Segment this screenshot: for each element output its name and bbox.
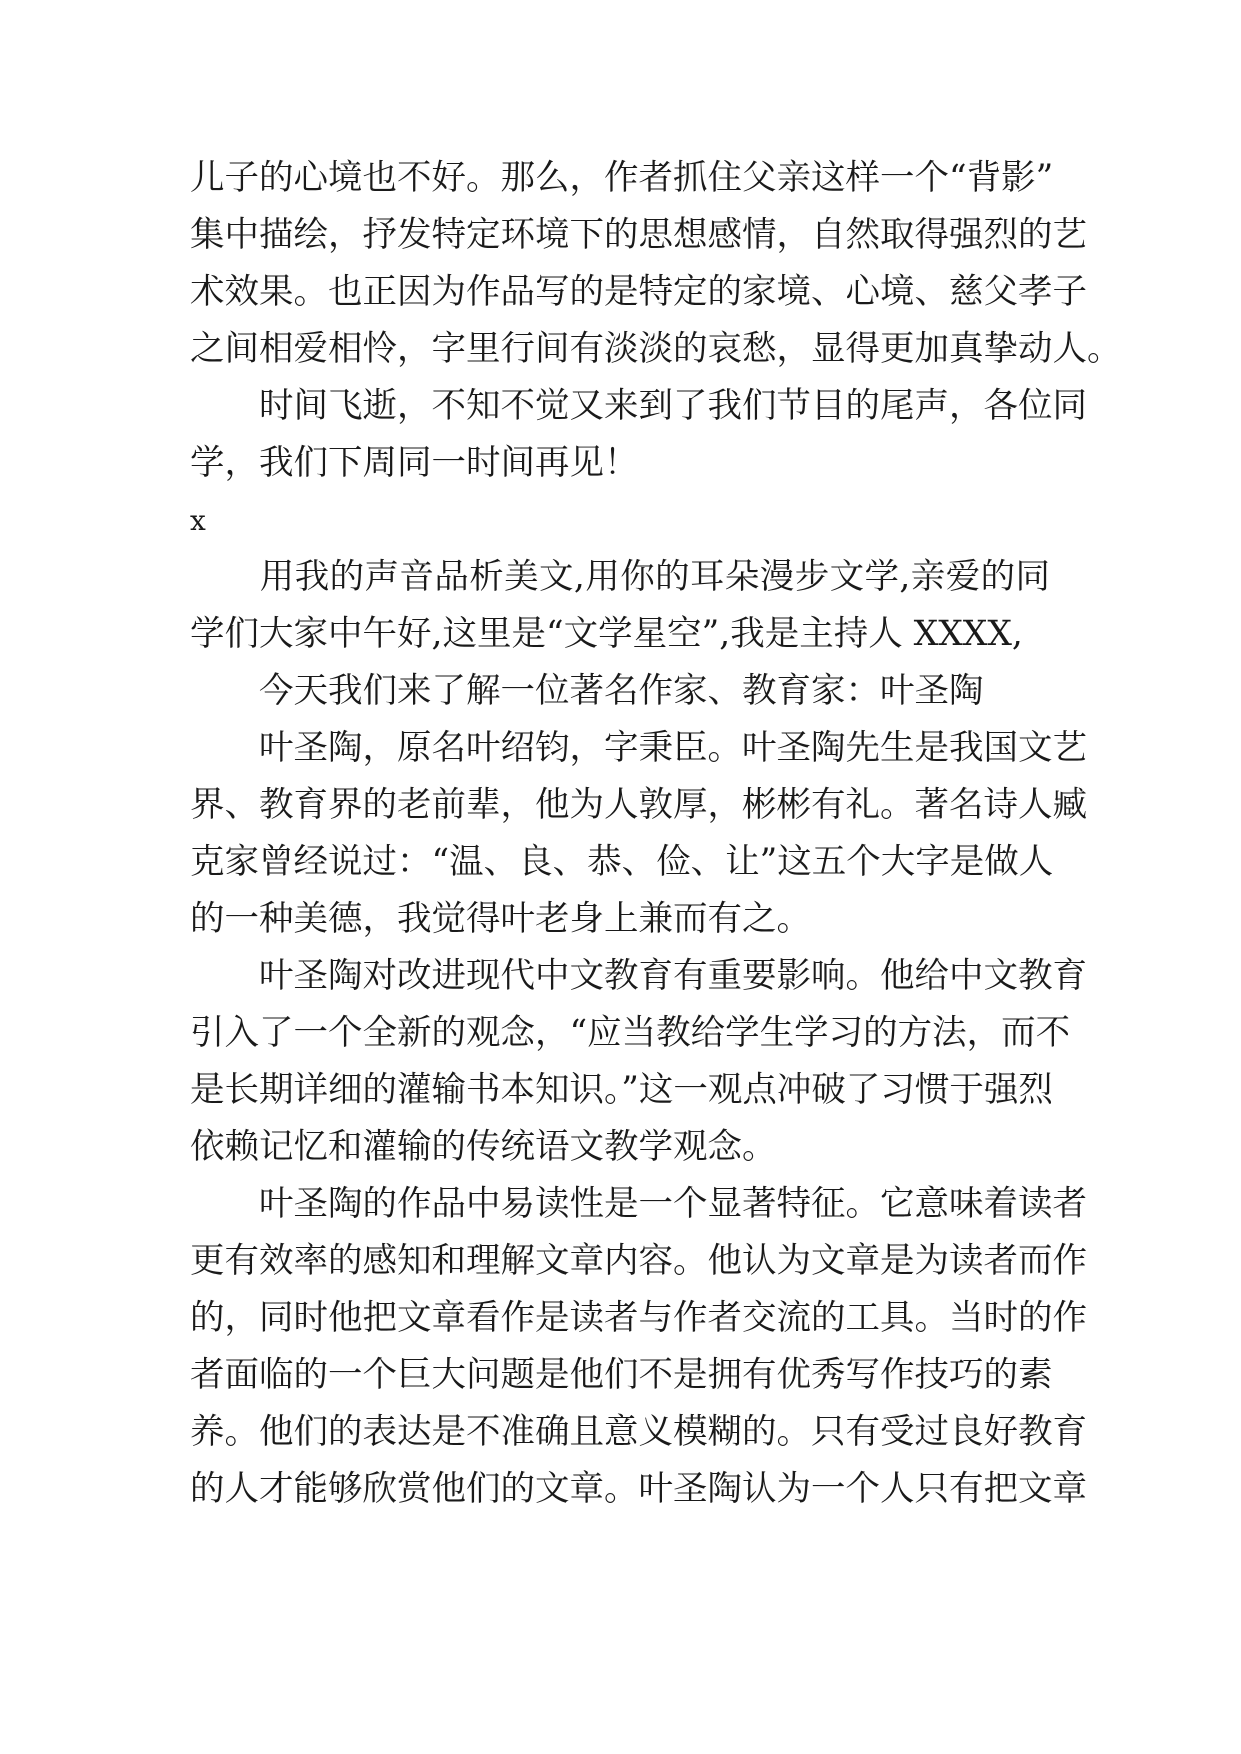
text-line: 学，我们下周同一时间再见！	[190, 443, 639, 483]
text-line: 叶圣陶对改进现代中文教育有重要影响。他给中文教育	[190, 956, 1087, 996]
text-line: 克家曾经说过：“温、良、恭、俭、让”这五个大字是做人	[190, 842, 1054, 882]
text-line: 之间相爱相怜，字里行间有淡淡的哀愁，显得更加真挚动人。	[190, 329, 1122, 369]
text-line: 今天我们来了解一位著名作家、教育家：叶圣陶	[190, 671, 984, 711]
text-line: 的，同时他把文章看作是读者与作者交流的工具。当时的作	[190, 1298, 1087, 1338]
text-line: 的一种美德，我觉得叶老身上兼而有之。	[190, 899, 811, 939]
document-page	[190, 150, 1122, 1518]
text-line: 学们大家中午好,这里是“文学星空”,我是主持人 XXXX,	[190, 614, 1023, 654]
text-line: 的人才能够欣赏他们的文章。叶圣陶认为一个人只有把文章	[190, 1469, 1087, 1509]
text-line: 更有效率的感知和理解文章内容。他认为文章是为读者而作	[190, 1241, 1087, 1281]
text-line: 叶圣陶，原名叶绍钧，字秉臣。叶圣陶先生是我国文艺	[190, 728, 1087, 768]
text-line: 界、教育界的老前辈，他为人敦厚，彬彬有礼。著名诗人臧	[190, 785, 1087, 825]
text-line: 时间飞逝，不知不觉又来到了我们节目的尾声，各位同	[190, 386, 1087, 426]
section-marker: x	[190, 504, 206, 537]
text-line: 依赖记忆和灌输的传统语文教学观念。	[190, 1127, 777, 1167]
text-line: 是长期详细的灌输书本知识。”这一观点冲破了习惯于强烈	[190, 1070, 1053, 1110]
text-line: 养。他们的表达是不准确且意义模糊的。只有受过良好教育	[190, 1412, 1087, 1452]
text-line: 用我的声音品析美文,用你的耳朵漫步文学,亲爱的同	[190, 557, 1050, 597]
text-line: 叶圣陶的作品中易读性是一个显著特征。它意味着读者	[190, 1184, 1087, 1224]
text-line: 者面临的一个巨大问题是他们不是拥有优秀写作技巧的素	[190, 1355, 1053, 1395]
text-line: 儿子的心境也不好。那么，作者抓住父亲这样一个“背影”	[190, 158, 1054, 198]
text-line: 集中描绘，抒发特定环境下的思想感情，自然取得强烈的艺	[190, 215, 1087, 255]
text-line: 术效果。也正因为作品写的是特定的家境、心境、慈父孝子	[190, 272, 1087, 312]
text-line: 引入了一个全新的观念，“应当教给学生学习的方法，而不	[190, 1013, 1071, 1053]
